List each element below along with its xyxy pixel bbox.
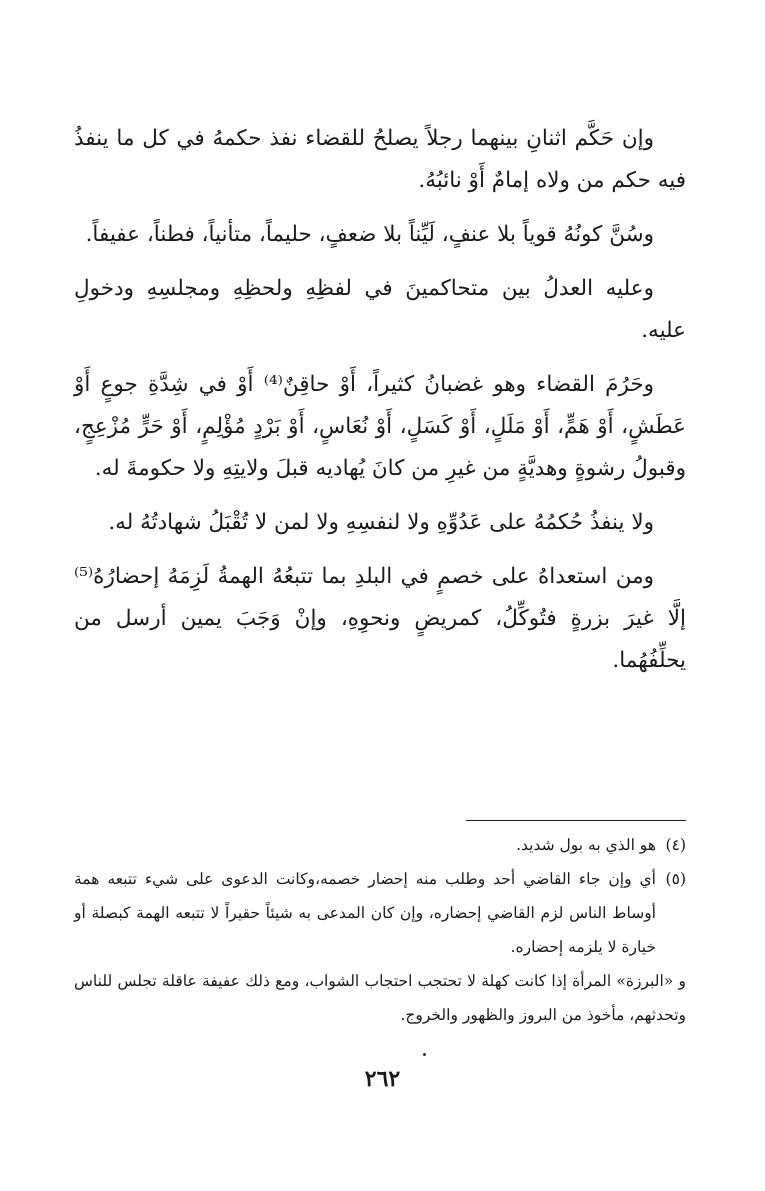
footnote-number: (٥) — [665, 870, 686, 888]
paragraph-summons: ومن استعداهُ على خصمٍ في البلدِ بما تتبعُهُ الهمةُ لَزِمَهُ إحضارُهُ⁽⁵⁾ إلَّا غيرَ بزرةٍ فتُوكِّلُ، كمريضٍ ونحوِهِ، وإنْ وَجَبَ يمين أرسل من يحلِّفُهُما. — [74, 564, 686, 673]
footnote-text: هو الذي به بول شديد. — [516, 836, 656, 854]
paragraph-enemy-ruling: ولا ينفذُ حُكمُهُ على عَدُوِّهِ ولا لنفسِهِ ولا لمن لا تُقْبَلُ شهادتُهُ له. — [108, 510, 654, 535]
page-number: ٢٦٢ — [364, 1066, 401, 1092]
paragraph-prohibitions: وحَرُمَ القضاء وهو غضبانُ كثيراً، أَوْ حاقِنٌ⁽⁴⁾ أَوْ في شِدَّةِ جوعٍ أَوْ عَطَشٍ، أَوْ هَمٍّ، أَوْ مَلَلٍ، أَوْ كَسَلٍ، أَوْ نُعَاسٍ، أَوْ بَرْدٍ مُؤْلِمٍ، أَوْ حَرٍّ مُزْعِجٍ، وقبولُ رشوةٍ وهديَّةٍ من غيرِ من كانَ يُهاديه قبلَ ولايتِهِ ولا حكومةَ له. — [74, 372, 686, 481]
footnotes — [74, 828, 686, 1032]
footnote-number: (٤) — [665, 836, 686, 854]
main-text — [74, 118, 686, 694]
footnote-4 — [74, 828, 686, 862]
paragraph-justice: وعليه العدلُ بين متحاكمينَ في لفظِهِ ولحظِهِ ومجلسِهِ ودخولِ عليه. — [74, 276, 686, 343]
paragraph-judge-qualities: وسُنَّ كونُهُ قوياً بلا عنفٍ، لَيِّناً بلا ضعفٍ، حليماً، متأنياً، فطناً، عفيفاً. — [85, 222, 654, 247]
footnote-text: و «البرزة» المرأة إذا كانت كهلة لا تحتجب احتجاب الشواب، ومع ذلك عفيفة عاقلة تجلس للناس وتحدثهم، مأخوذ من البروز والظهور والخروج. — [74, 972, 686, 1024]
footnote-divider — [466, 820, 686, 821]
paragraph-arbitration: وإن حَكَّم اثنانِ بينهما رجلاً يصلحُ للقضاء نفذ حكمهُ في كل ما ينفذُ فيه حكم من ولاه إمامٌ أَوْ نائبُهُ. — [74, 126, 686, 193]
footnote-5-continuation — [74, 964, 686, 1032]
decorative-dot — [423, 1053, 426, 1056]
footnote-text: أي وإن جاء القاضي أحد وطلب منه إحضار خصمه،وكانت الدعوى على شيء تتبعه همة أوساط الناس لزم القاضي إحضاره، وإن كان المدعى به شيئاً حقيراً لا تتبعه الهمة كبصلة أو خيارة لا يلزمه إحضاره. — [74, 870, 656, 956]
footnote-5 — [74, 862, 686, 964]
